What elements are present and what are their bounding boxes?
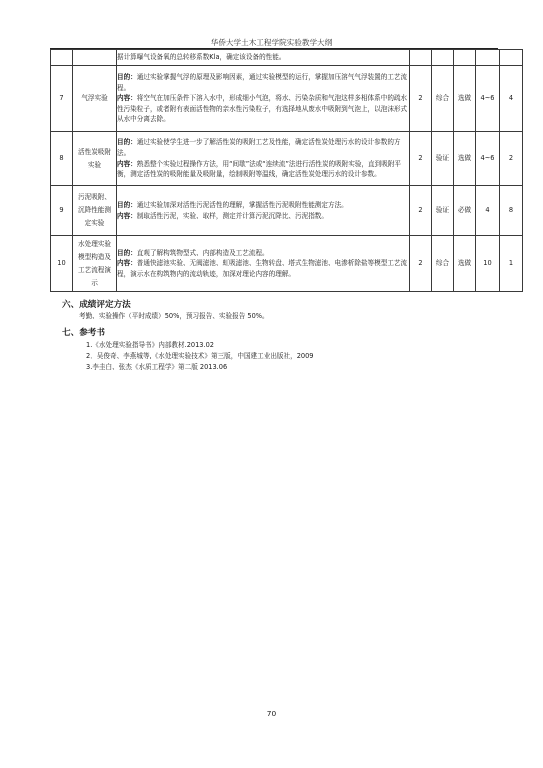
experiment-name [73, 132, 117, 186]
group-size: 4~6 [476, 66, 500, 132]
goal-label: 目的： [117, 248, 137, 257]
goal-text: 通过实验掌握气浮的原理及影响因素，通过实验模型的运行，掌握加压溶气气浮装置的工艺流程。 [117, 73, 408, 92]
experiment-name-line: 工艺流程演 [78, 265, 111, 274]
experiment-detail [117, 66, 410, 132]
goal-label: 目的： [117, 138, 137, 147]
experiment-name-line: 模型构造及 [78, 252, 111, 261]
hours: 2 [410, 132, 432, 186]
content-text: 熟悉整个实验过程操作方法，用“间歇”法或“连续流”法进行活性炭的吸附实验，直到吸附平衡，测定活性炭的吸附能量及吸附量，绘制吸附等温线，确定活性炭处理污水的设计参数。 [117, 159, 402, 179]
row-number: 9 [51, 186, 73, 236]
experiment-detail [117, 186, 410, 236]
project-count: 4 [500, 66, 523, 132]
goal-text: 通过实验加深对活性污泥活性的理解，掌握活性污泥吸附性能测定方法。 [136, 200, 348, 209]
row-number: 7 [51, 66, 73, 132]
group-size: 4 [476, 186, 500, 236]
section-6-text: 考勤、实验操作（平时成绩）50%，预习报告、实验报告 50%。 [79, 312, 269, 320]
continuation-text: 据计算曝气设备氧的总转移系数Kla，确定该设备的性能。 [117, 50, 410, 66]
content-text: 将空气在加压条件下溶入水中，形成细小气泡，将水、污染杂质和气泡这样多相体系中的疏水性污染粒子，或者附有表面活性物的亲水性污染粒子，有选择地从废水中吸附到气泡上，以泡沫形式从水中分离去除。 [117, 94, 408, 124]
table-row [51, 66, 523, 132]
goal-text: 直观了解构筑物型式、内部构造及工艺流程。 [136, 248, 269, 257]
table-row [51, 236, 523, 292]
required-status: 选做 [454, 132, 476, 186]
experiment-name [73, 66, 117, 132]
reference-item: 3.李圭白、张杰《水质工程学》第二版 2013.06 [86, 363, 228, 371]
reference-item: 1.《水处理实验指导书》内部教材.2013.02 [86, 341, 214, 349]
experiment-name [73, 186, 117, 236]
table-row [51, 132, 523, 186]
required-status: 选做 [454, 66, 476, 132]
experiment-detail [117, 236, 410, 292]
goal-label: 目的： [117, 200, 137, 209]
content-label: 内容： [117, 211, 137, 220]
experiment-name-line: 污泥吸附、 [78, 193, 111, 201]
goal-label: 目的： [117, 73, 137, 82]
experiment-name-line: 示 [91, 278, 98, 287]
experiment-name-line: 气浮实验 [81, 94, 108, 102]
hours: 2 [410, 66, 432, 132]
page-header: 华侨大学土木工程学院实验教学大纲 [210, 38, 333, 47]
group-size: 4~6 [476, 132, 500, 186]
experiment-name-line: 实验 [87, 160, 102, 169]
content-label: 内容： [117, 259, 137, 268]
row-number: 10 [51, 236, 73, 292]
required-status: 选做 [454, 236, 476, 292]
content-text: 制取活性污泥，实验、取样，测定并计算污泥沉降比、污泥指数。 [136, 211, 328, 220]
project-count: 1 [500, 236, 523, 292]
project-count: 8 [500, 186, 523, 236]
row-number: 8 [51, 132, 73, 186]
content-label: 内容： [117, 159, 137, 168]
table-row [51, 186, 523, 236]
page-number: 70 [266, 709, 277, 718]
required-status: 必做 [454, 186, 476, 236]
experiment-name-line: 活性炭吸附 [78, 147, 111, 156]
experiment-type: 综合 [432, 66, 454, 132]
experiment-name [73, 236, 117, 292]
table-row-continuation [51, 50, 523, 66]
experiment-table [50, 49, 523, 292]
section-6-title: 六、成绩评定方法 [62, 300, 131, 310]
project-count: 2 [500, 132, 523, 186]
hours: 2 [410, 236, 432, 292]
experiment-type: 验证 [432, 186, 454, 236]
experiment-detail [117, 132, 410, 186]
experiment-name-line: 沉降性能测 [78, 206, 111, 214]
experiment-name-line: 水处理实验 [78, 239, 111, 248]
experiment-type: 综合 [432, 236, 454, 292]
group-size: 10 [476, 236, 500, 292]
content-label: 内容： [117, 94, 137, 103]
experiment-type: 验证 [432, 132, 454, 186]
reference-item: 2．吴俊奇、李燕城等,《水处理实验技术》第三版，中国建工业出版社，2009 [86, 352, 314, 360]
section-7-title: 七、参考书 [62, 328, 105, 338]
goal-text: 通过实验使学生进一步了解活性炭的吸附工艺及性能，确定活性炭处理污水的设计参数的方法。 [117, 138, 401, 157]
experiment-name-line: 定实验 [84, 219, 105, 227]
hours: 2 [410, 186, 432, 236]
content-text: 普通快滤池实验、无阀滤池、虹吸滤池、生物转盘、塔式生物滤池、电渗析除盐等模型工艺流程，演示水在构筑物内的流动轨迹，加深对理论内容的理解。 [117, 259, 408, 278]
